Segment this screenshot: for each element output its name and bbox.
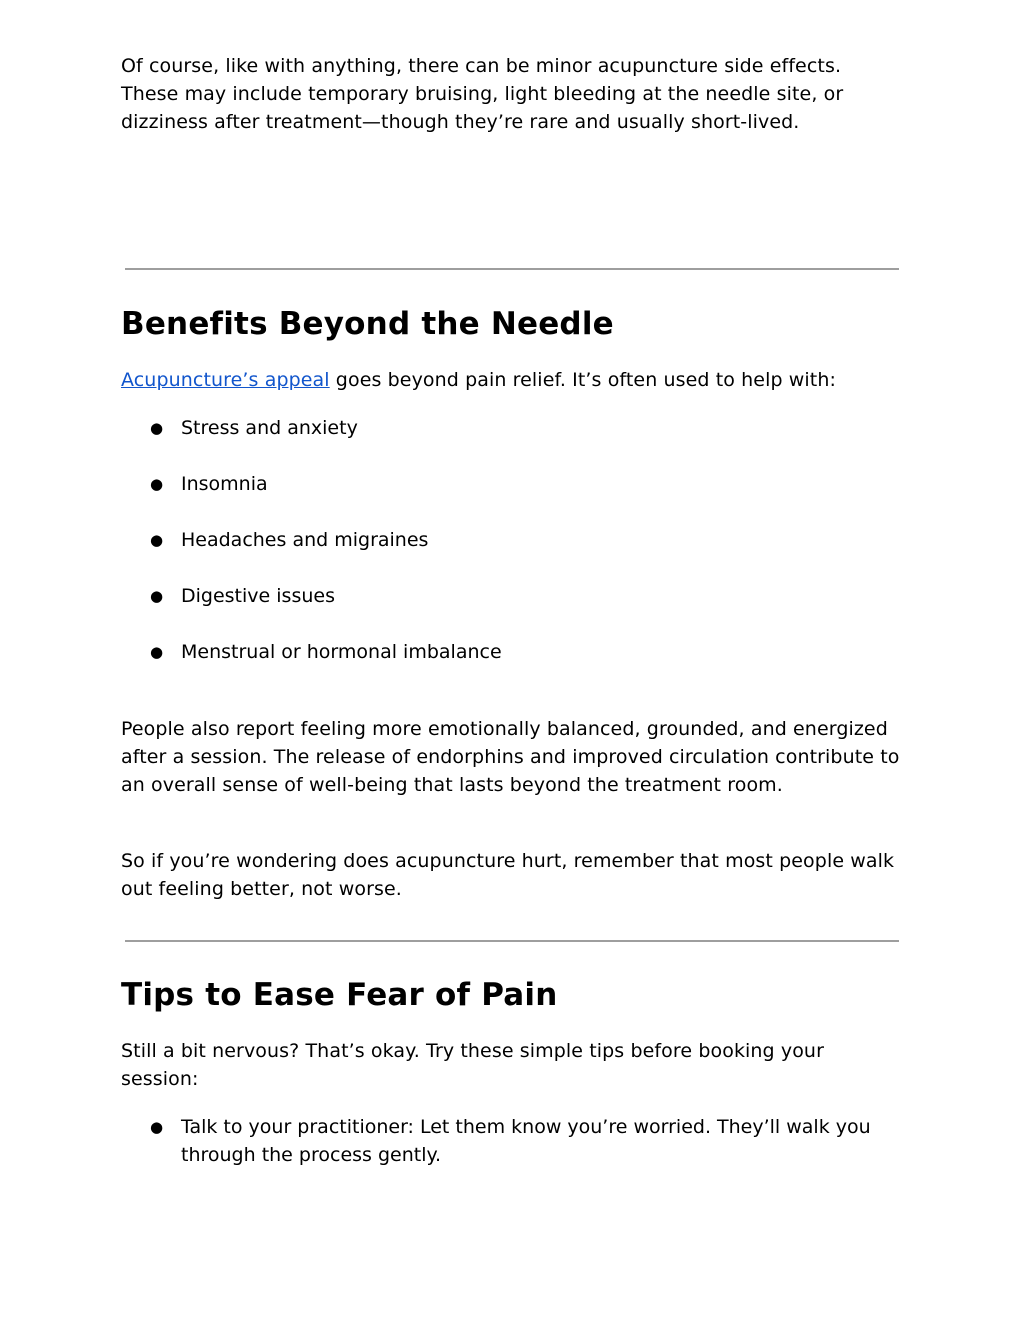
list-item-text: Menstrual or hormonal imbalance <box>181 641 502 663</box>
bullet-icon: ● <box>150 643 164 661</box>
intro-paragraph: Of course, like with anything, there can be minor acupuncture side effects. These may include temporary bruising, light bleeding at the needle site, or dizziness after treatment—though they’re rare and usually short-lived. <box>121 55 844 133</box>
benefits-lead-text: goes beyond pain relief. It’s often used to help with: <box>329 369 836 391</box>
list-item-text: Stress and anxiety <box>181 417 358 439</box>
horizontal-rule <box>125 940 899 942</box>
section-heading-tips: Tips to Ease Fear of Pain <box>121 977 558 1013</box>
tips-lead-paragraph: Still a bit nervous? That’s okay. Try these simple tips before booking your session: <box>121 1040 824 1090</box>
list-item-text: Digestive issues <box>181 585 335 607</box>
bullet-icon: ● <box>150 587 164 605</box>
bullet-icon: ● <box>150 475 164 493</box>
bullet-icon: ● <box>150 1118 164 1136</box>
list-item-text: Headaches and migraines <box>181 529 429 551</box>
benefits-paragraph-1: People also report feeling more emotionally balanced, grounded, and energized after a session. The release of endorphins and improved circulation contribute to an overall sense of well-being that lasts beyond the treatment room. <box>121 718 900 796</box>
acupuncture-appeal-link[interactable]: Acupuncture’s appeal <box>121 369 330 391</box>
bullet-icon: ● <box>150 419 164 437</box>
section-heading-benefits: Benefits Beyond the Needle <box>121 306 614 342</box>
horizontal-rule <box>125 268 899 270</box>
benefits-lead-paragraph <box>121 366 901 394</box>
bullet-icon: ● <box>150 531 164 549</box>
list-item-text: Talk to your practitioner: Let them know you’re worried. They’ll walk you through the process gently. <box>181 1116 871 1166</box>
benefits-paragraph-2: So if you’re wondering does acupuncture hurt, remember that most people walk out feeling better, not worse. <box>121 850 895 900</box>
list-item-text: Insomnia <box>181 473 268 495</box>
